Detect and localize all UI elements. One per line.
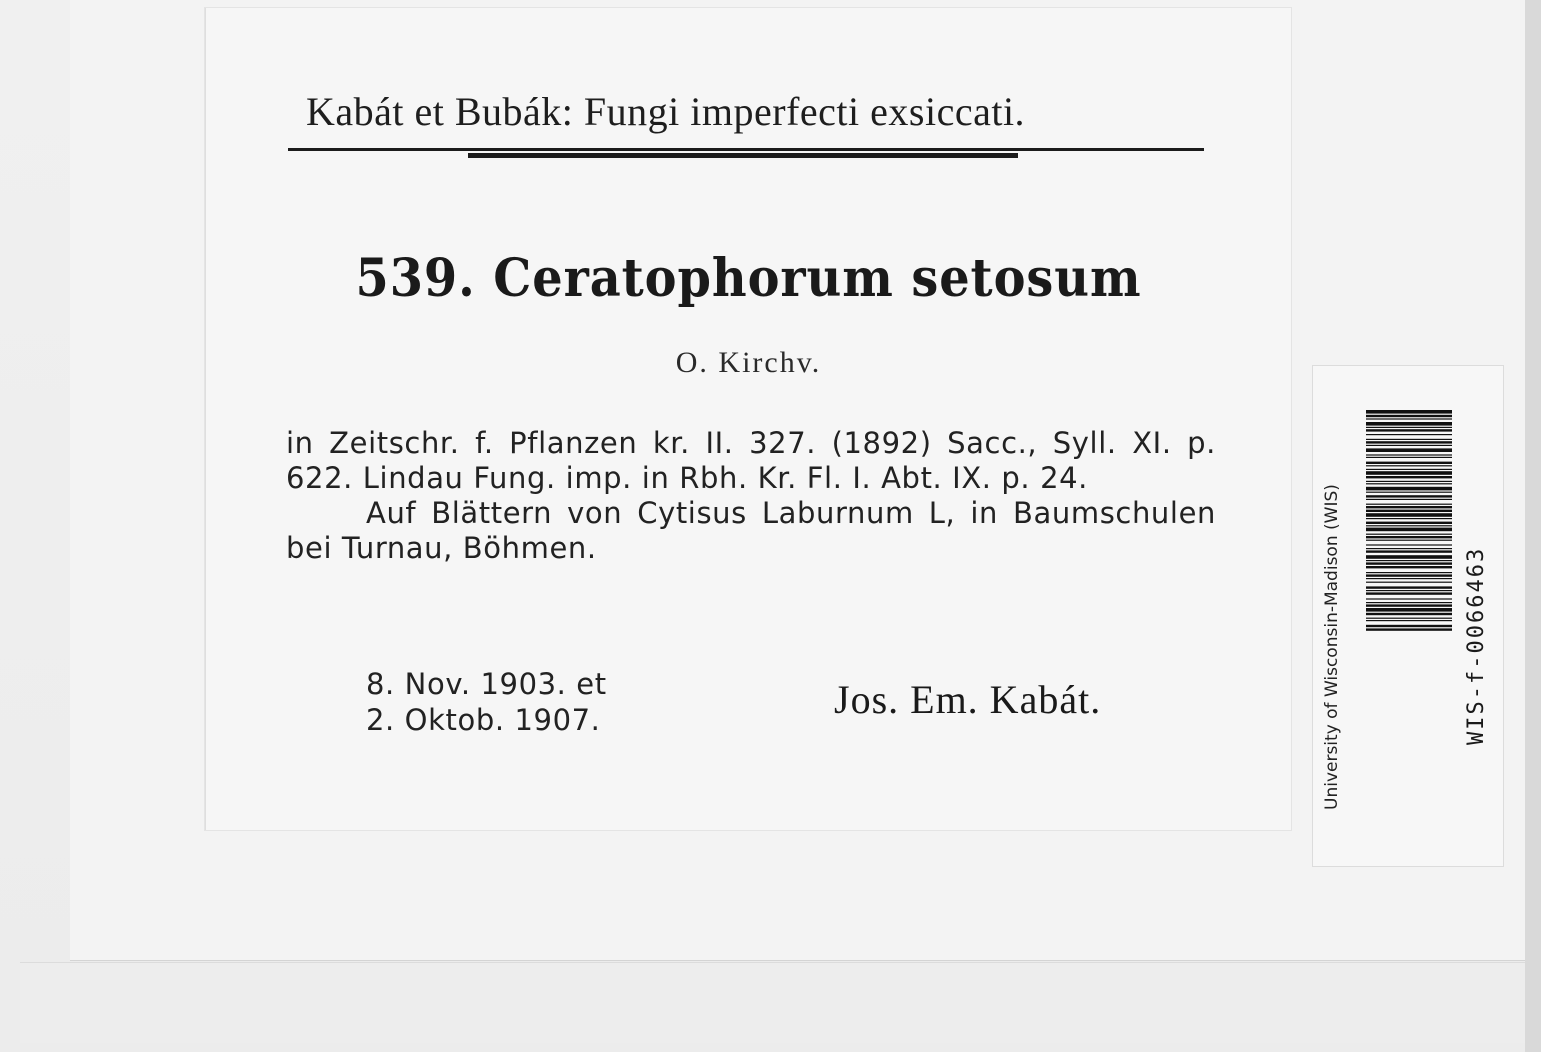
barcode-bar xyxy=(1366,562,1452,564)
collection-dates xyxy=(366,666,786,738)
barcode-bar xyxy=(1366,536,1452,538)
barcode-bar xyxy=(1366,566,1452,568)
collector-name: Jos. Em. Kabát. xyxy=(834,677,1102,722)
barcode-bar xyxy=(1366,427,1452,428)
barcode-bar xyxy=(1366,469,1452,470)
barcode-bar xyxy=(1366,518,1452,519)
barcode-bar xyxy=(1366,418,1452,419)
literature-citation: in Zeitschr. f. Pflanzen kr. II. 327. (1892) Sacc., Syll. XI. p. 622. Lindau Fung. imp. in Rbh. Kr. Fl. I. Abt. IX. p. 24. xyxy=(286,426,1216,495)
barcode-bar xyxy=(1366,613,1452,615)
barcode-bar xyxy=(1366,495,1452,497)
header-subrule xyxy=(468,153,1018,158)
barcode-bar xyxy=(1366,510,1452,512)
barcode-bar xyxy=(1366,429,1452,431)
barcode-bar xyxy=(1366,471,1452,475)
barcode-bar xyxy=(1366,555,1452,559)
barcode-bar xyxy=(1366,560,1452,561)
envelope-edge xyxy=(1525,0,1541,1052)
barcode-bar xyxy=(1366,572,1452,573)
barcode-bar xyxy=(1366,586,1452,588)
barcode-bar xyxy=(1366,544,1452,545)
collection-date-2: 2. Oktob. 1907. xyxy=(366,703,601,737)
barcode-bar xyxy=(1366,499,1452,500)
barcode-bar xyxy=(1366,522,1452,524)
label-body xyxy=(286,426,1216,566)
barcode-bar xyxy=(1366,592,1452,594)
barcode-bar xyxy=(1366,445,1452,446)
barcode-bar xyxy=(1366,439,1452,440)
barcode-bar xyxy=(1366,550,1452,552)
barcode-bar xyxy=(1366,506,1452,508)
barcode-bar xyxy=(1366,487,1452,491)
barcode-bar xyxy=(1366,457,1452,458)
barcode-bar xyxy=(1366,415,1452,417)
barcode-bar xyxy=(1366,618,1452,619)
species-title: 539. Ceratophorum setosum xyxy=(355,248,1142,309)
barcode-bar xyxy=(1366,454,1452,455)
barcode-bar xyxy=(1366,540,1452,541)
barcode-bar xyxy=(1366,441,1452,443)
barcode-bar xyxy=(1366,434,1452,435)
barcode-bar xyxy=(1366,448,1452,452)
locality-text: Auf Blättern von Cytisus Laburnum L, in Baumschulen bei Turnau, Böhmen. xyxy=(286,496,1216,565)
barcode-bar xyxy=(1366,628,1452,630)
barcode-bar xyxy=(1366,513,1452,517)
barcode-bar xyxy=(1366,422,1452,426)
header-rule xyxy=(288,148,1204,151)
barcode-bar xyxy=(1366,528,1452,532)
barcode-image xyxy=(1366,410,1452,818)
barcode-bar xyxy=(1366,525,1452,526)
barcode-bar xyxy=(1366,598,1452,599)
barcode-bar xyxy=(1366,620,1452,621)
barcode-bar xyxy=(1366,462,1452,464)
institution-name: University of Wisconsin-Madison (WIS) xyxy=(1322,484,1342,810)
barcode-bar xyxy=(1366,608,1452,612)
species-author: O. Kirchv. xyxy=(675,346,822,379)
specimen-label xyxy=(205,8,1291,830)
barcode-number: WIS-f-0066463 xyxy=(1464,546,1489,745)
envelope-flap xyxy=(20,962,1525,1043)
barcode-bar xyxy=(1366,625,1452,627)
barcode-bar xyxy=(1366,481,1452,482)
barcode-bar xyxy=(1366,590,1452,591)
series-header: Kabát et Bubák: Fungi imperfecti exsiccati. xyxy=(306,89,1026,134)
barcode-bar xyxy=(1366,465,1452,466)
barcode-bar xyxy=(1366,476,1452,478)
barcode-bar xyxy=(1366,604,1452,606)
barcode-bar xyxy=(1366,574,1452,576)
barcode-bar xyxy=(1366,483,1452,484)
barcode-bar xyxy=(1366,534,1452,535)
barcode-bar xyxy=(1366,504,1452,505)
barcode-bar xyxy=(1366,582,1452,583)
barcode-bar xyxy=(1366,578,1452,579)
barcode-bar xyxy=(1366,548,1452,549)
collection-date-1: 8. Nov. 1903. et xyxy=(366,667,607,701)
barcode-bar xyxy=(1366,602,1452,603)
barcode-bar xyxy=(1366,410,1452,414)
barcode-bar xyxy=(1366,492,1452,493)
